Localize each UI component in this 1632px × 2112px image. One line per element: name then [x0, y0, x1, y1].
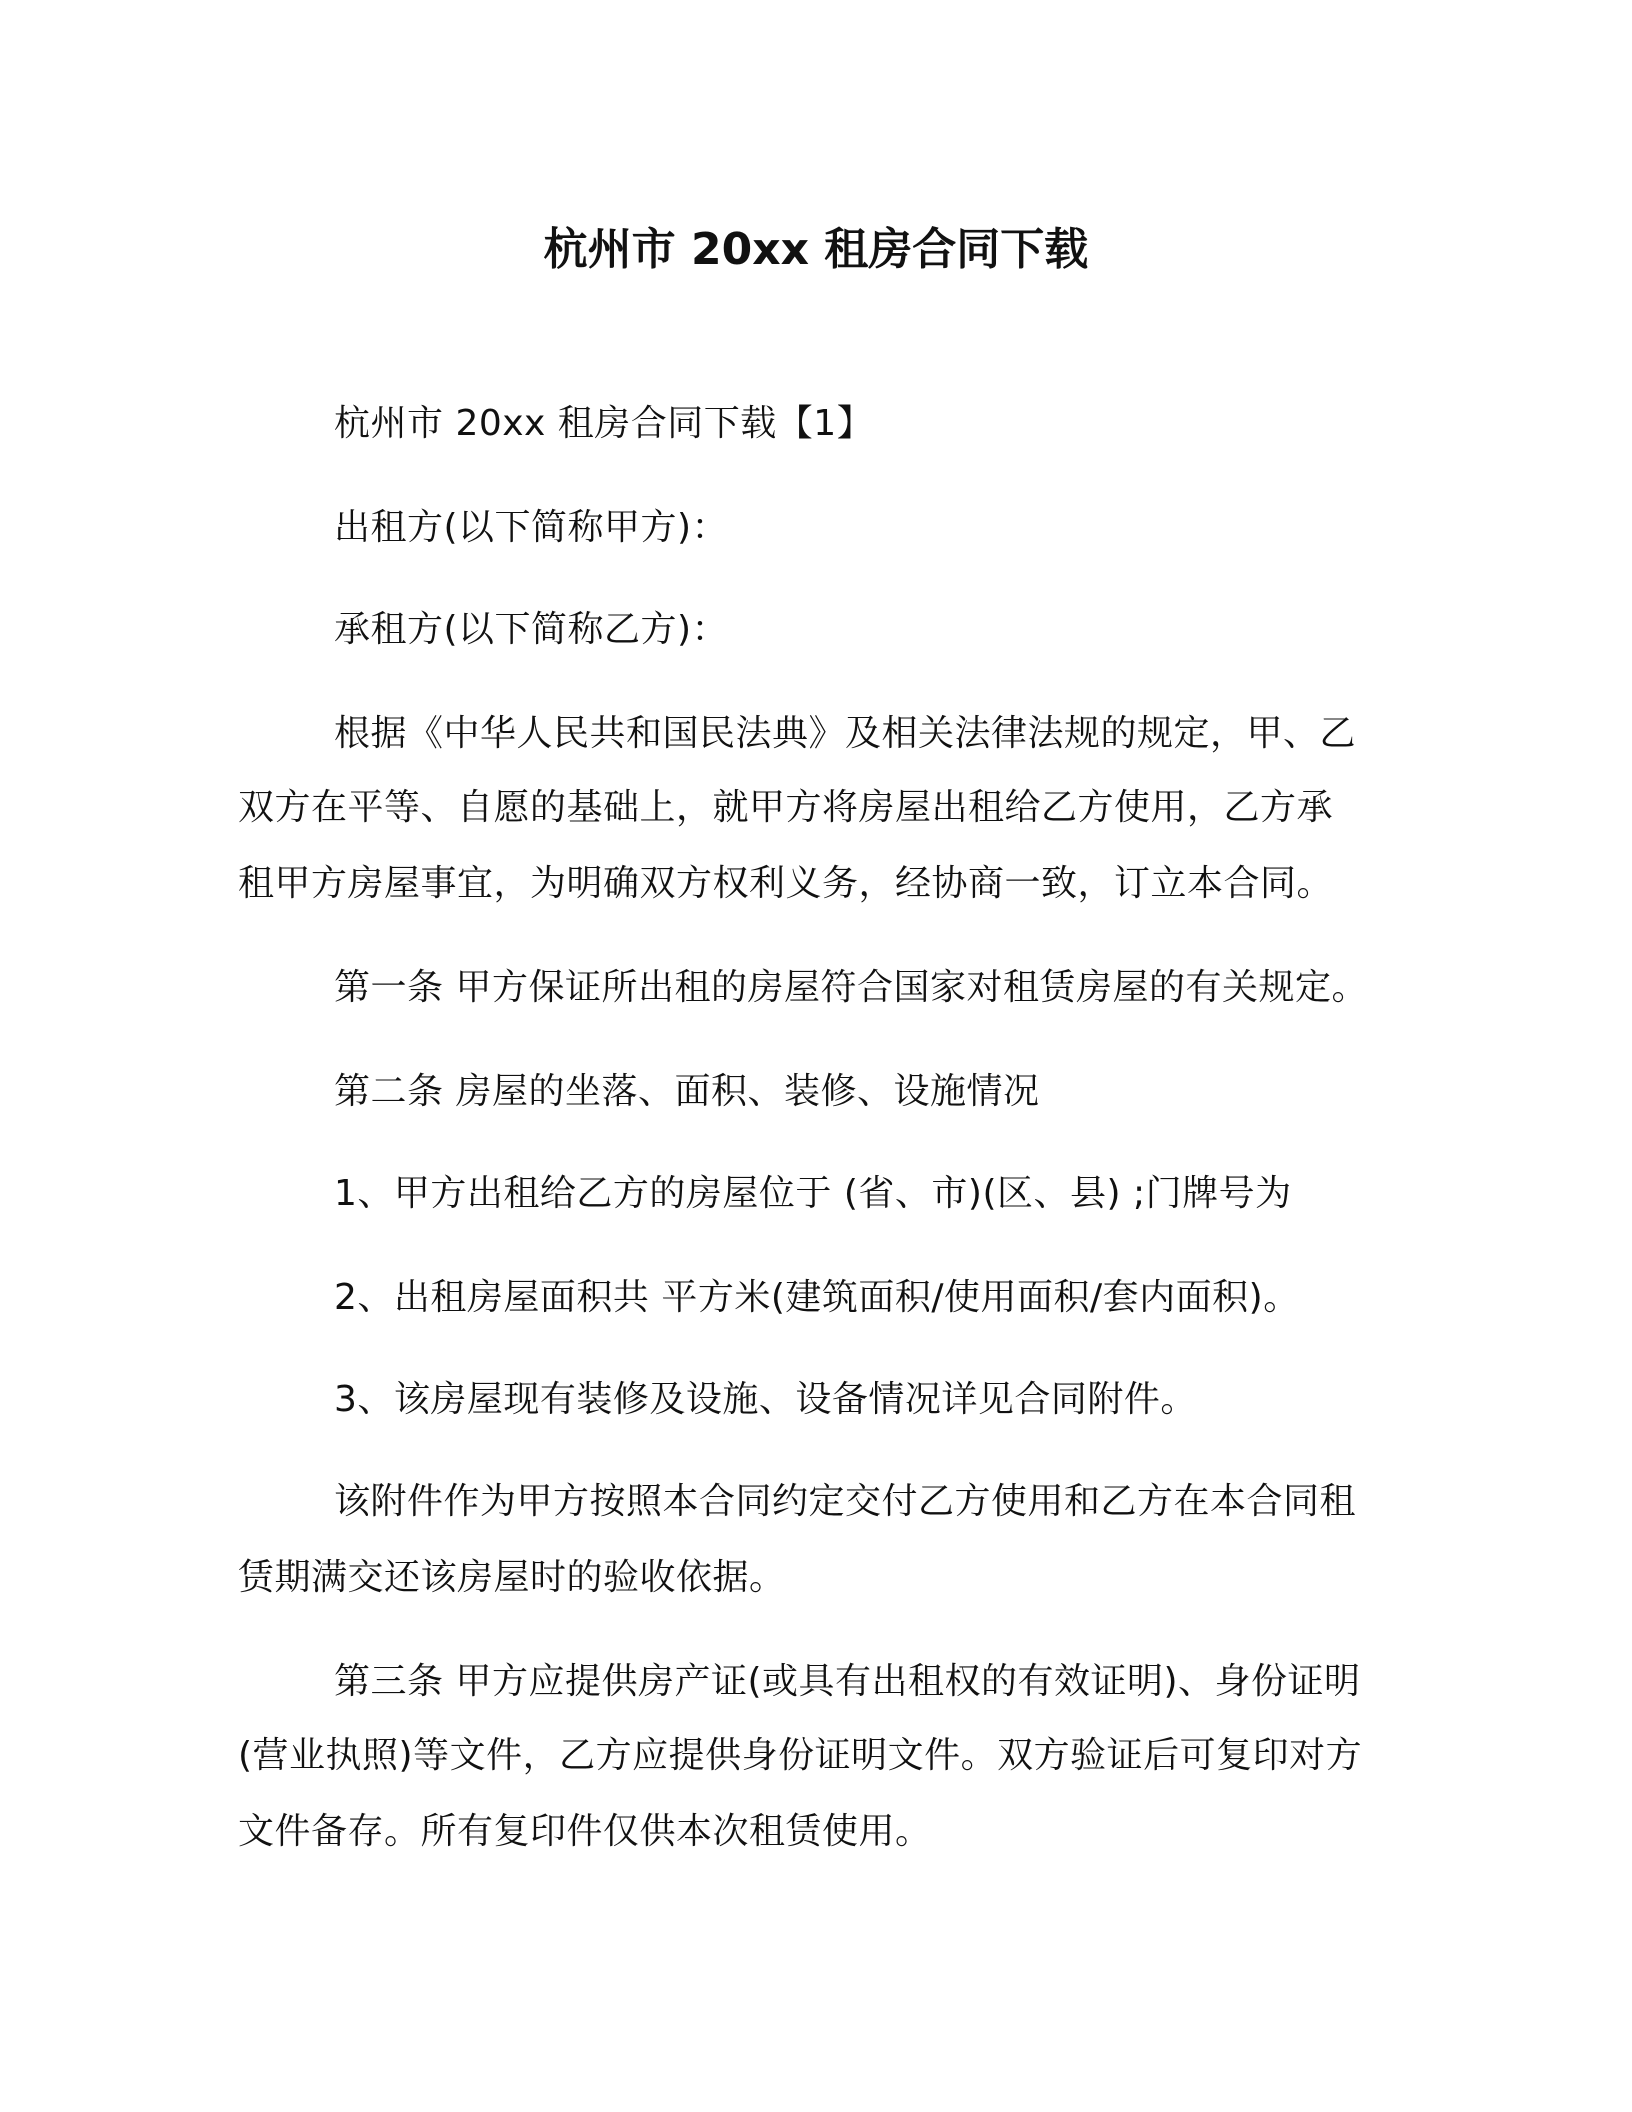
- subtitle-line: 杭州市 20xx 租房合同下载【1】: [334, 403, 874, 444]
- article-two-heading: 第二条 房屋的坐落、面积、装修、设施情况: [334, 1071, 1040, 1112]
- article-three-line: 第三条 甲方应提供房产证(或具有出租权的有效证明)、身份证明: [334, 1661, 1361, 1702]
- document-title: 杭州市 20xx 租房合同下载: [543, 224, 1089, 275]
- article-one-line: 第一条 甲方保证所出租的房屋符合国家对租赁房屋的有关规定。: [334, 967, 1368, 1008]
- paragraph-line: 文件备存。所有复印件仅供本次租赁使用。: [238, 1811, 932, 1852]
- lessor-line: 出租方(以下简称甲方)：: [334, 507, 729, 548]
- lessee-line: 承租方(以下简称乙方)：: [334, 609, 729, 650]
- item-three-line: 3、该房屋现有装修及设施、设备情况详见合同附件。: [334, 1379, 1197, 1420]
- paragraph-line: 租甲方房屋事宜，为明确双方权利义务，经协商一致，订立本合同。: [238, 863, 1334, 904]
- paragraph-line: 该附件作为甲方按照本合同约定交付乙方使用和乙方在本合同租: [334, 1481, 1357, 1522]
- paragraph-line: 双方在平等、自愿的基础上，就甲方将房屋出租给乙方使用，乙方承: [238, 787, 1334, 828]
- paragraph-line: 根据《中华人民共和国民法典》及相关法律法规的规定，甲、乙: [334, 713, 1357, 754]
- item-one-line: 1、甲方出租给乙方的房屋位于 (省、市)(区、县) ;门牌号为: [334, 1173, 1292, 1214]
- item-two-line: 2、出租房屋面积共 平方米(建筑面积/使用面积/套内面积)。: [334, 1277, 1300, 1318]
- paragraph-line: 赁期满交还该房屋时的验收依据。: [238, 1557, 786, 1598]
- paragraph-line: (营业执照)等文件，乙方应提供身份证明文件。双方验证后可复印对方: [238, 1735, 1363, 1776]
